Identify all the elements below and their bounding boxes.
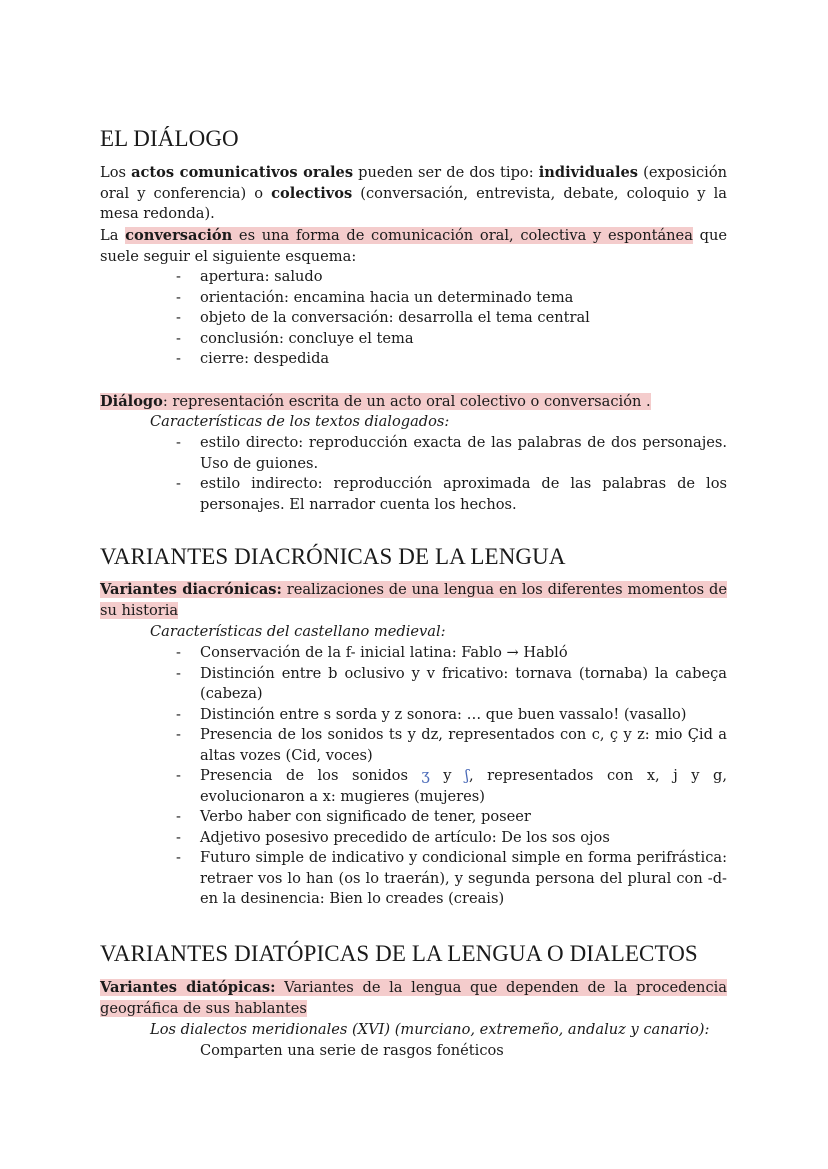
section-title-diacronicas: VARIANTES DIACRÓNICAS DE LA LENGUA [100, 544, 566, 569]
list-item: - Adjetivo posesivo precedido de artículo: De los sos ojos [200, 828, 727, 849]
list-item: - objeto de la conversación: desarrolla el tema central [200, 308, 727, 329]
list-item: - Conservación de la f- inicial latina: Fablo → Habló [200, 643, 727, 664]
dialogo-characteristics-title: Características de los textos dialogados: [150, 413, 450, 430]
dialectos-subtitle: Los dialectos meridionales (XVI) (murciano, extremeño, andaluz y canario): [150, 1021, 710, 1038]
list-item: - Presencia de los sonidos ʒ y ʃ, representados con x, j y g, evolucionaron a x: mugieres (mujeres) [200, 766, 727, 807]
medieval-characteristics-list [100, 643, 727, 910]
list-item: - apertura: saludo [200, 267, 727, 288]
intro-paragraph: Los actos comunicativos orales pueden ser de dos tipo: individuales (exposición oral y conferencia) o colectivos (conversación, entrevista, debate, coloquio y la mesa redonda). [100, 164, 727, 222]
list-item: - Presencia de los sonidos ts y dz, representados con c, ç y z: mio Çid a altas vozes (Cid, voces) [200, 725, 727, 766]
section-title-dialogo: EL DIÁLOGO [100, 126, 239, 151]
list-item: - estilo indirecto: reproducción aproximada de las palabras de los personajes. El narrador cuenta los hechos. [200, 474, 727, 515]
list-item: - Futuro simple de indicativo y condicional simple en forma perifrástica: retraer vos lo han (os lo traerán), y segunda persona del plural con -d- en la desinencia: Bien lo creades (creais) [200, 848, 727, 910]
dialectos-line: Comparten una serie de rasgos fonéticos [200, 1042, 504, 1059]
list-item: - estilo directo: reproducción exacta de las palabras de dos personajes. Uso de guiones. [200, 433, 727, 474]
list-item: - orientación: encamina hacia un determinado tema [200, 288, 727, 309]
list-item: - cierre: despedida [200, 349, 727, 370]
diacronicas-definition: Variantes diacrónicas: realizaciones de una lengua en los diferentes momentos de su historia [100, 581, 727, 619]
conversation-paragraph: La conversación es una forma de comunicación oral, colectiva y espontánea que suele seguir el siguiente esquema: [100, 227, 727, 265]
list-item: - Verbo haber con significado de tener, poseer [200, 807, 727, 828]
diatopicas-definition: Variantes diatópicas: Variantes de la lengua que dependen de la procedencia geográfica de sus hablantes [100, 979, 728, 1017]
dialogo-definition: Diálogo: representación escrita de un acto oral colectivo o conversación . [100, 393, 651, 410]
dialogo-characteristics-list [100, 433, 727, 515]
list-item: - conclusión: concluye el tema [200, 329, 727, 350]
section-title-diatopicas: VARIANTES DIATÓPICAS DE LA LENGUA O DIALECTOS [100, 941, 698, 966]
medieval-characteristics-title: Características del castellano medieval: [150, 623, 446, 640]
conversation-steps-list [100, 267, 727, 370]
ipa-symbol: ʒ [421, 767, 430, 784]
ipa-symbol: ʃ [465, 767, 469, 784]
list-item: - Distinción entre s sorda y z sonora: … que buen vassalo! (vasallo) [200, 705, 727, 726]
list-item: - Distinción entre b oclusivo y v fricativo: tornava (tornaba) la cabeça (cabeza) [200, 664, 727, 705]
